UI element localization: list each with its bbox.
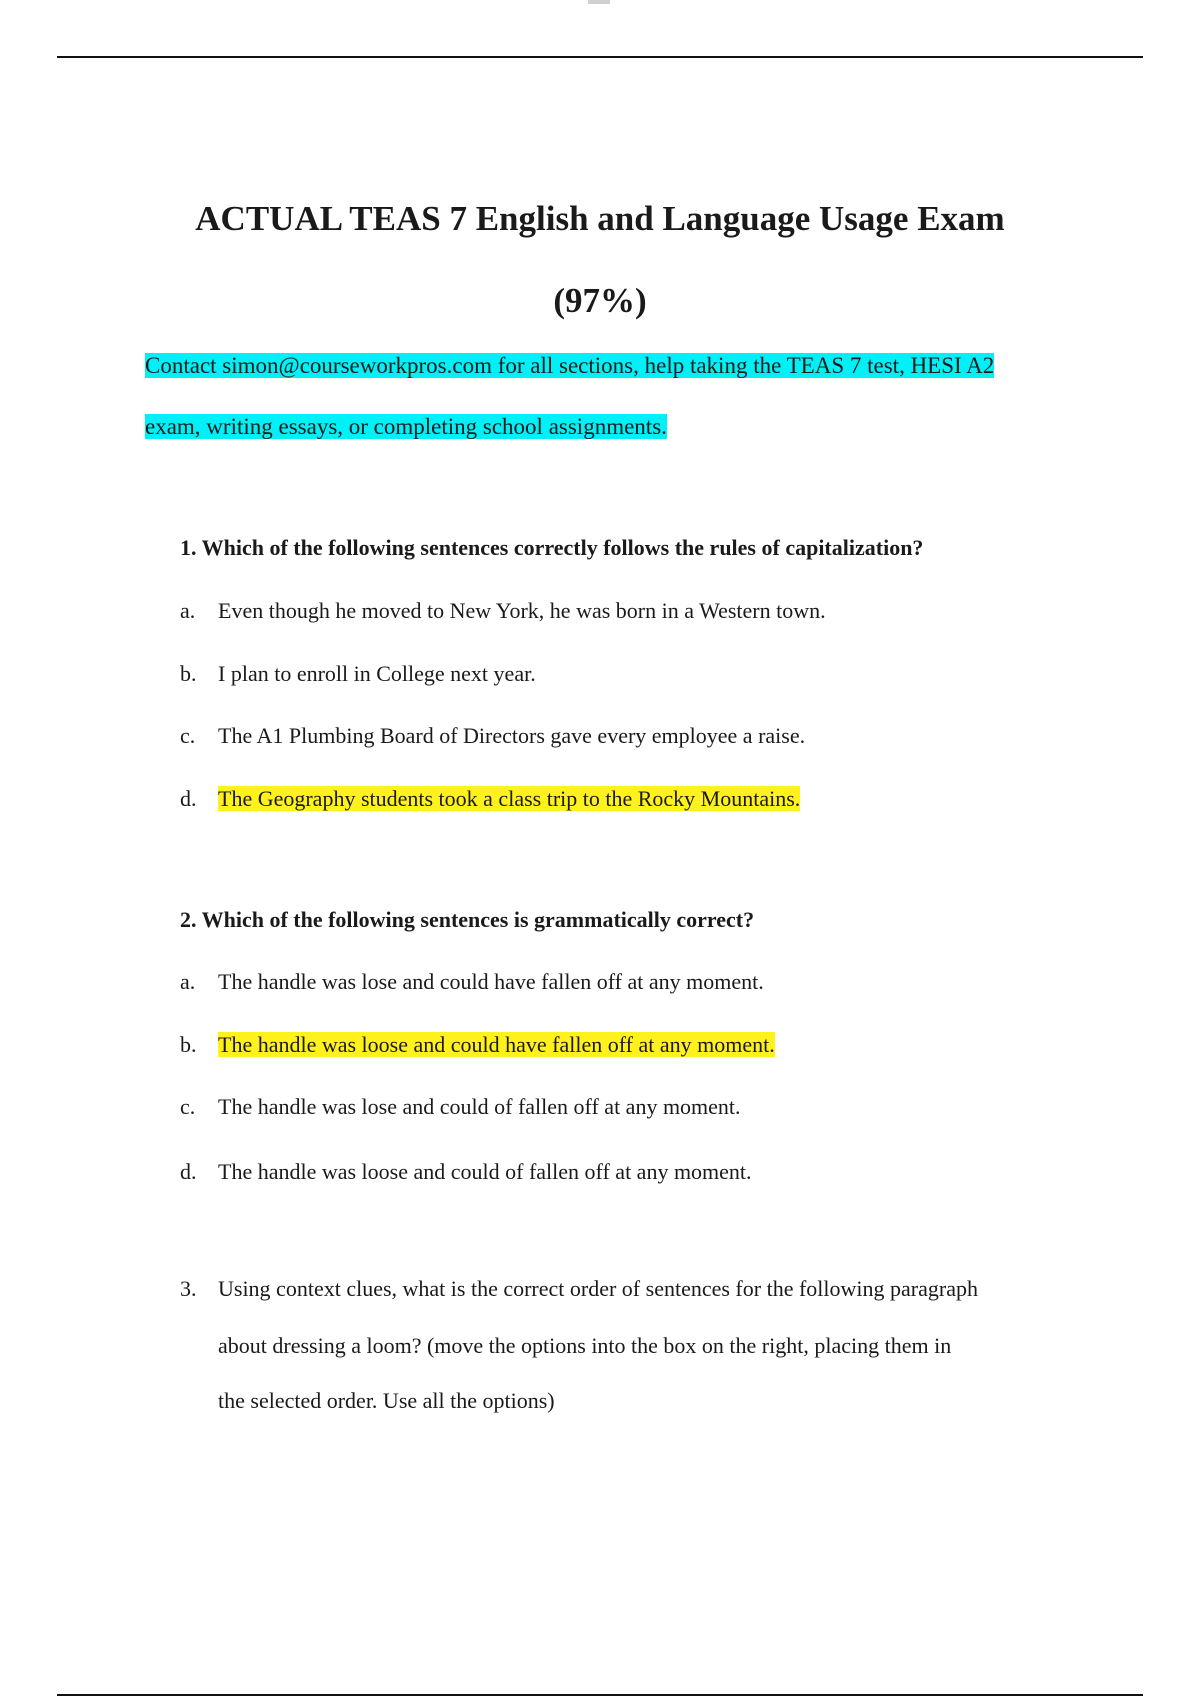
- question-1-option-a: [180, 596, 826, 626]
- question-1-option-b: [180, 659, 536, 689]
- option-text: I plan to enroll in College next year.: [218, 661, 536, 686]
- question-number: 3.: [180, 1276, 197, 1301]
- question-3: [180, 1274, 978, 1304]
- correct-answer-highlight: The Geography students took a class trip to the Rocky Mountains.: [218, 786, 801, 811]
- question-2-option-d: [180, 1157, 752, 1187]
- footer-rule: [57, 1694, 1143, 1696]
- option-letter: a.: [180, 598, 196, 623]
- document-title: ACTUAL TEAS 7 English and Language Usage Exam: [195, 199, 1005, 238]
- option-letter: b.: [180, 1032, 197, 1057]
- option-letter: d.: [180, 1159, 197, 1184]
- option-letter: d.: [180, 786, 197, 811]
- option-text: The handle was lose and could of fallen off at any moment.: [218, 1094, 741, 1119]
- question-text-line-2: about dressing a loom? (move the options into the box on the right, placing them in: [218, 1333, 952, 1358]
- option-letter: c.: [180, 723, 196, 748]
- option-letter: c.: [180, 1094, 196, 1119]
- question-2-option-b: [180, 1030, 775, 1060]
- option-text: The A1 Plumbing Board of Directors gave every employee a raise.: [218, 723, 806, 748]
- question-text-line-3: the selected order. Use all the options): [218, 1388, 555, 1413]
- question-1-option-c: [180, 721, 805, 751]
- option-letter: b.: [180, 661, 197, 686]
- question-2-option-c: [180, 1092, 741, 1122]
- option-text: The handle was loose and could of fallen off at any moment.: [218, 1159, 752, 1184]
- question-2: 2. Which of the following sentences is grammatically correct?: [180, 907, 755, 932]
- contact-text-1: Contact simon@courseworkpros.com for all sections, help taking the TEAS 7 test, HESI A2: [145, 353, 995, 378]
- option-text: The handle was lose and could have fallen off at any moment.: [218, 969, 764, 994]
- question-2-option-a: [180, 967, 764, 997]
- contact-text-2: exam, writing essays, or completing school assignments.: [145, 414, 667, 439]
- question-text-line-1: Using context clues, what is the correct order of sentences for the following paragraph: [218, 1276, 978, 1301]
- header-rule: [57, 56, 1143, 58]
- question-1-option-d: [180, 784, 800, 814]
- question-1: 1. Which of the following sentences correctly follows the rules of capitalization?: [180, 535, 924, 560]
- option-letter: a.: [180, 969, 196, 994]
- document-title-score: (97%): [553, 281, 647, 320]
- contact-notice-line-2: [145, 412, 667, 442]
- contact-notice-line-1: [145, 351, 994, 381]
- option-text: Even though he moved to New York, he was born in a Western town.: [218, 598, 826, 623]
- correct-answer-highlight: The handle was loose and could have fallen off at any moment.: [218, 1032, 775, 1057]
- page-top-mark: [588, 0, 610, 4]
